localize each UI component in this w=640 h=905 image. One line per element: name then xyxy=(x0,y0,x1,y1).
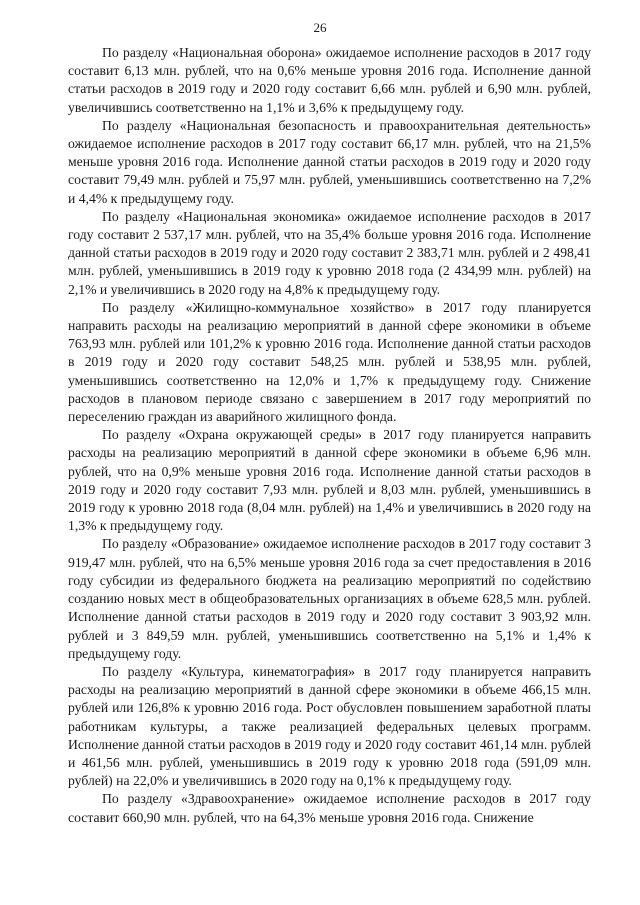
paragraph-housing-utilities: По разделу «Жилищно-коммунальное хозяйство» в 2017 году планируется направить расходы на реализацию мероприятий в данной сфере экономики в объеме 763,93 млн. рублей или 101,2% к уровню 2016 года. Исполнение данной статьи расходов в 2019 году и 2020 году составит 548,25 млн. рублей и 538,95 млн. рублей, уменьшившись соответственно на 12,0% и 1,7% к предыдущему году. Снижение расходов в плановом периоде связано с завершением в 2017 году мероприятий по переселению граждан из аварийного жилищного фонда. xyxy=(68,299,591,425)
paragraph-environmental-protection: По разделу «Охрана окружающей среды» в 2017 году планируется направить расходы на реализацию мероприятий в данной сфере экономики в объеме 6,96 млн. рублей, что на 0,9% меньше уровня 2016 года. Исполнение данной статьи расходов в 2019 году и 2020 году составит 7,93 млн. рублей и 8,03 млн. рублей, уменьшившись в 2019 году к уровню 2018 года (8,04 млн. рублей) на 1,4% и увеличившись в 2020 году на 1,3% к предыдущему году. xyxy=(68,427,591,534)
paragraph-national-economy: По разделу «Национальная экономика» ожидаемое исполнение расходов в 2017 году составит 2 537,17 млн. рублей, что на 35,4% больше уровня 2016 года. Исполнение данной статьи расходов в 2019 году и 2020 году составит 2 383,71 млн. рублей и 2 498,41 млн. рублей, уменьшившись в 2019 году к уровню 2018 года (2 434,99 млн. рублей) на 2,1% и увеличившись в 2020 году на 4,8% к предыдущему году. xyxy=(68,208,591,297)
page-body xyxy=(68,44,591,827)
page-number: 26 xyxy=(313,20,327,35)
paragraph-healthcare: По разделу «Здравоохранение» ожидаемое исполнение расходов в 2017 году составит 660,90 млн. рублей, что на 64,3% меньше уровня 2016 года. Снижение xyxy=(68,791,591,825)
paragraph-national-defense: По разделу «Национальная оборона» ожидаемое исполнение расходов в 2017 году составит 6,13 млн. рублей, что на 0,6% меньше уровня 2016 года. Исполнение данной статьи расходов в 2019 году и 2020 году составит 6,66 млн. рублей и 6,90 млн. рублей, увеличившись соответственно на 1,1% и 3,6% к предыдущему году. xyxy=(68,45,591,115)
paragraph-culture-cinematography: По разделу «Культура, кинематография» в 2017 году планируется направить расходы на реализацию мероприятий в данной сфере экономики в объеме 466,15 млн. рублей или 126,8% к уровню 2016 года. Рост обусловлен повышением заработной платы работникам культуры, а также реализацией федеральных целевых программ. Исполнение данной статьи расходов в 2019 году и 2020 году составит 461,14 млн. рублей и 461,56 млн. рублей, уменьшившись в 2019 году к уровню 2018 года (591,09 млн. рублей) на 22,0% и увеличившись в 2020 году на 0,1% к предыдущему году. xyxy=(68,663,591,789)
paragraph-national-security: По разделу «Национальная безопасность и правоохранительная деятельность» ожидаемое исполнение расходов в 2017 году составит 66,17 млн. рублей, что на 21,5% меньше уровня 2016 года. Исполнение данной статьи расходов в 2019 году и 2020 году составит 79,49 млн. рублей и 75,97 млн. рублей, уменьшившись соответственно на 7,2% и 4,4% к предыдущему году. xyxy=(68,117,591,206)
paragraph-education: По разделу «Образование» ожидаемое исполнение расходов в 2017 году составит 3 919,47 млн. рублей, что на 6,5% меньше уровня 2016 года за счет предоставления в 2016 году субсидии из федерального бюджета на реализацию мероприятий по содействию созданию новых мест в общеобразовательных организациях в объеме 628,5 млн. рублей. Исполнение данной статьи расходов в 2019 году и 2020 году составит 3 903,92 млн. рублей и 3 849,59 млн. рублей, уменьшившись соответственно на 5,1% и 1,4% к предыдущему году. xyxy=(68,536,591,661)
